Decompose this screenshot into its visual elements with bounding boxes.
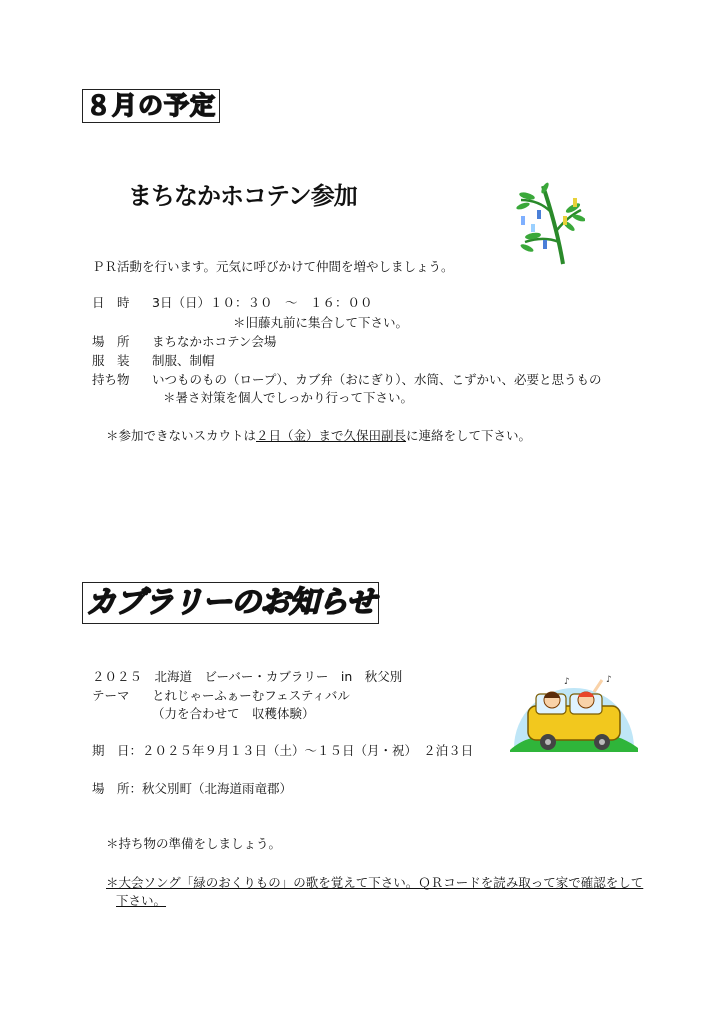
items-value: いつものもの（ロープ）、カブ弁（おにぎり）、水筒、こずかい、必要と思うもの [152,372,602,387]
period-label: 期 日： [92,743,143,758]
bus-kids-icon [510,670,638,758]
event-title: まちなかホコテン参加 [128,182,357,210]
place-label: 場 所 [92,334,130,349]
period-value: ２０２５年９月１３日（土）～１５日（月・祝） ２泊３日 [142,743,474,758]
theme-row [92,688,350,704]
absence-suffix: に連絡をして下さい。 [406,428,532,443]
note-belongings: ＊持ち物の準備をしましょう。 [106,836,282,851]
date-row [92,295,372,311]
note-song-line2: 下さい。 [116,893,167,908]
section-heading-cuboree-notice: カブラリーのお知らせ [82,582,379,624]
items-note: ＊暑さ対策を個人でしっかり行って下さい。 [163,390,414,405]
theme-sub: （力を合わせて 収穫体験） [152,706,315,721]
note-song-cont [116,893,166,909]
tanabata-bamboo-icon [513,180,585,266]
svg-text:♪: ♪ [564,677,570,687]
period-row [92,743,473,759]
date-value: 3日（日）１０：３０ ～ １６：００ [152,295,373,310]
dress-row [92,353,215,369]
dress-value: 制服、制帽 [152,353,215,368]
absence-deadline: ２日（金）まで久保田副長 [256,428,407,443]
date-note: ＊旧藤丸前に集合して下さい。 [233,315,409,330]
section-heading-august-schedule: ８月の予定 [82,89,220,123]
items-row [92,372,602,388]
dress-label: 服 装 [92,353,130,368]
items-label: 持ち物 [92,372,130,387]
cuboree-place-value: 秋父別町（北海道雨竜郡） [142,781,293,796]
date-label: 日 時 [92,295,130,310]
place-value: まちなかホコテン会場 [152,334,277,349]
cuboree-event-line: ２０２５ 北海道 ビーバー・カブラリー in 秋父別 [92,669,403,684]
absence-prefix: ＊参加できないスカウトは [106,428,257,443]
place-row [92,334,276,350]
theme-value: とれじゃーふぁーむフェスティバル [152,688,350,703]
svg-text:♪: ♪ [606,675,612,685]
theme-label: テーマ [92,688,130,703]
note-song-line1: ＊大会ソング「緑のおくりもの」の歌を覚えて下さい。ＱＲコードを読み取って家で確認をして [106,875,644,890]
cuboree-place-row [92,781,292,797]
note-song [106,875,643,891]
intro-text: ＰＲ活動を行います。元気に呼びかけて仲間を増やしましょう。 [92,259,454,274]
cuboree-place-label: 場 所： [92,781,143,796]
absence-note [106,428,531,444]
